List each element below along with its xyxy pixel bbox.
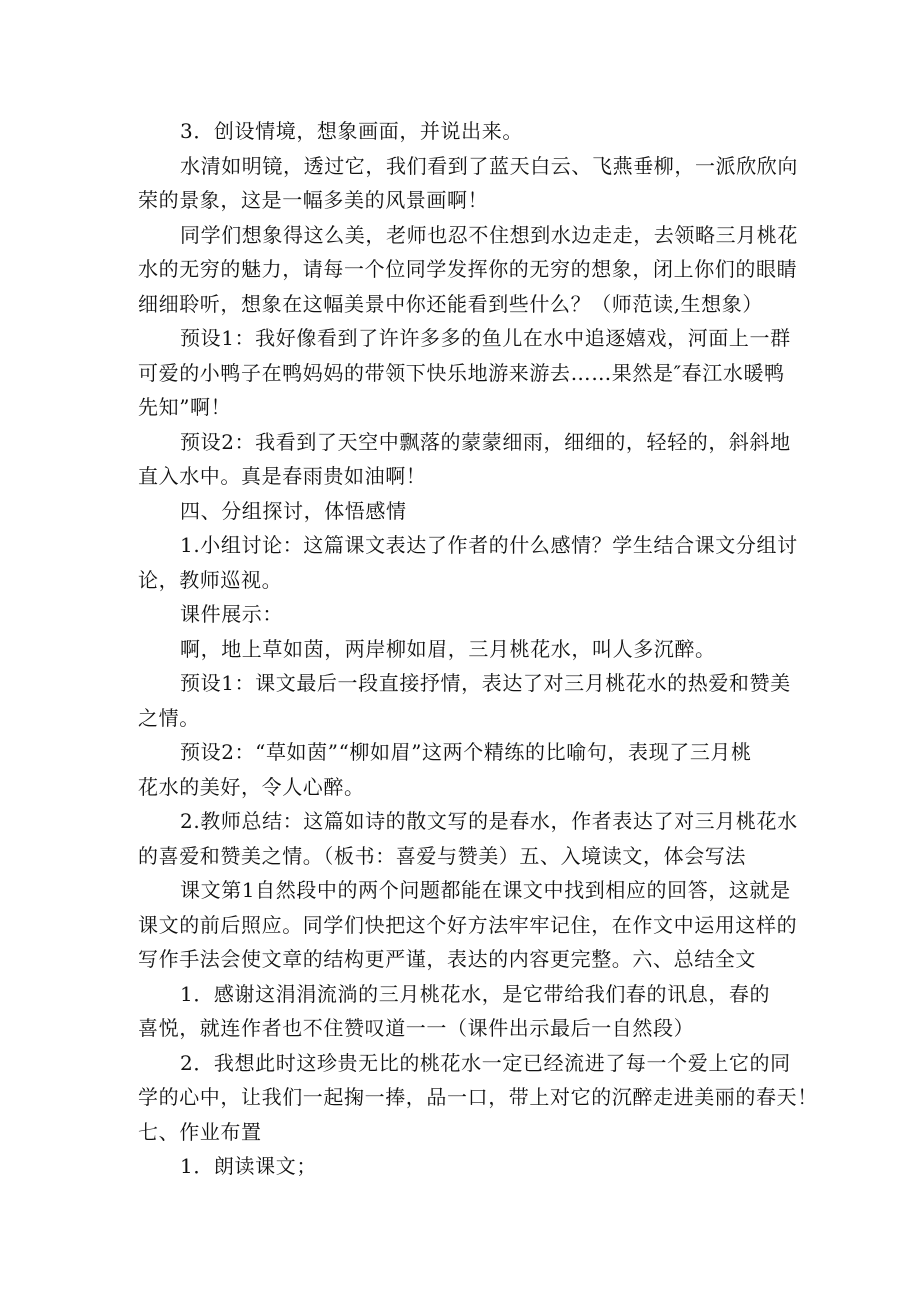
- text-line: 写作手法会使文章的结构更严谨，表达的内容更完整。六、总结全文: [138, 947, 756, 971]
- text-line: 学的心中，让我们一起掬一捧，品一口，带上对它的沉醉走进美丽的春天！: [138, 1085, 818, 1109]
- text-line: 课件展示：: [180, 602, 283, 626]
- text-line: 花水的美好，令人心醉。: [138, 774, 365, 799]
- text-line: 1.小组讨论：这篇课文表达了作者的什么感情？学生结合课文分组讨: [180, 533, 798, 557]
- text-line: 直入水中。真是春雨贵如油啊！: [138, 464, 427, 488]
- text-line: 预设1：课文最后一段直接抒情，表达了对三月桃花水的热爱和赞美: [180, 671, 791, 695]
- text-line: 课文第1自然段中的两个问题都能在课文中找到相应的回答，这就是: [180, 878, 791, 902]
- text-line: 七、作业布置: [138, 1119, 262, 1144]
- text-line: 细细聆听，想象在这幅美景中你还能看到些什么？（师范读,生想象）: [138, 291, 763, 316]
- text-line: 3．创设情境，想象画面，并说出来。: [180, 119, 523, 143]
- text-line: 啊，地上草如茵，两岸柳如眉，三月桃花水，叫人多沉醉。: [180, 636, 716, 661]
- text-line: 2.教师总结：这篇如诗的散文写的是春水，作者表达了对三月桃花水: [180, 809, 798, 833]
- text-line: 喜悦，就连作者也不住赞叹道一一（课件出示最后一自然段）: [138, 1016, 695, 1040]
- text-line: 同学们想象得这么美，老师也忍不住想到水边走走，去领略三月桃花: [180, 222, 798, 247]
- text-line: 可爱的小鸭子在鸭妈妈的带领下快乐地游来游去……果然是″春江水暖鸭: [138, 360, 785, 385]
- text-line: 预设2：“草如茵”“柳如眉”这两个精练的比喻句，表现了三月桃: [180, 740, 752, 764]
- text-line: 荣的景象，这是一幅多美的风景画啊！: [138, 188, 489, 212]
- text-line: 之情。: [138, 705, 200, 730]
- text-line: 预设1：我好像看到了许许多多的鱼儿在水中追逐嬉戏，河面上一群: [180, 326, 791, 350]
- text-line: 论，教师巡视。: [138, 567, 283, 592]
- text-line: 水清如明镜，透过它，我们看到了蓝天白云、飞燕垂柳，一派欣欣向: [180, 153, 798, 178]
- text-line: 预设2：我看到了天空中飘落的蒙蒙细雨，细细的，轻轻的，斜斜地: [180, 429, 791, 454]
- text-line: 1．感谢这涓涓流淌的三月桃花水，是它带给我们春的讯息，春的: [180, 981, 771, 1006]
- text-line: 的喜爱和赞美之情。（板书：喜爱与赞美）五、入境读文，体会写法: [138, 843, 746, 868]
- text-line: 课文的前后照应。同学们快把这个好方法牢牢记住，在作文中运用这样的: [138, 912, 798, 937]
- text-line: 1．朗读课文；: [180, 1154, 317, 1178]
- text-line: 先知”啊！: [138, 395, 232, 419]
- text-line: 水的无穷的魅力，请每一个位同学发挥你的无穷的想象，闭上你们的眼睛: [138, 257, 798, 281]
- document-page: [138, 114, 818, 1184]
- text-line: 2．我想此时这珍贵无比的桃花水一定已经流进了每一个爱上它的同: [180, 1050, 791, 1075]
- text-line: 四、分组探讨，体悟感情: [180, 498, 407, 523]
